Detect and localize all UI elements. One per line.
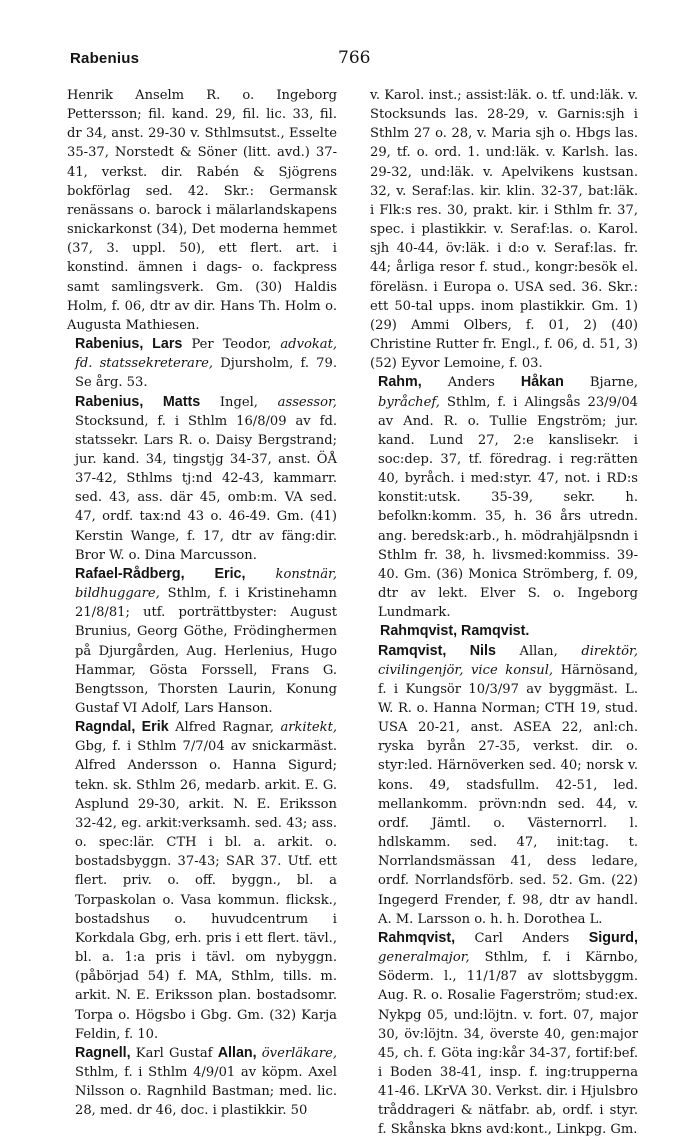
left-column: [67, 86, 337, 1120]
entry-text: Allan,: [495, 643, 582, 659]
entry-name: Rafael-Rådberg, Eric,: [75, 565, 246, 582]
entry-text: Anders: [421, 375, 521, 391]
biography-entry: [67, 718, 337, 1044]
biography-entry: [67, 335, 337, 392]
biography-entry: [67, 393, 337, 565]
entry-occupation: advokat, fd. statssekreterare,: [75, 337, 338, 372]
entry-name: Ramqvist, Nils: [378, 642, 496, 659]
biography-entry: [370, 642, 638, 929]
entry-text: Stocksund, f. i Sthlm 16/8/09 av fd. statssekr. Lars R. o. Daisy Bergstrand; jur. kand. 34, tingstjg 34-37, anst. ÖÅ 37-42, Sthlms tj:nd 42-43, kammarr. sed. 43, ass. där 45, omb:m. VA sed. 47, ordf. tax:nd 43 o. 46-49. Gm. (41) Kerstin Wange, f. 17, dtr av fäng:dir. Bror W. o. Dina Marcusson.: [75, 413, 337, 563]
entry-text: Per Teodor,: [182, 337, 281, 353]
entry-text: Sthlm, f. i Kristinehamn 21/8/81; utf. porträttbyster: August Brunius, Georg Göthe, Frödinghermen på Djurgården, Aug. Herlenius, Hugo Hammar, Gösta Forssell, Frans G. Bengtsson, Thorsten Laurin, Konung Gustaf VI Adolf, Lars Hanson.: [75, 586, 337, 716]
entry-name: Håkan: [520, 374, 564, 391]
entry-name: Ragndal, Erik: [75, 719, 169, 736]
biography-entry: [67, 86, 337, 335]
entry-occupation: konstnär, bildhuggare,: [75, 566, 337, 602]
biography-entry: [370, 373, 638, 622]
entry-occupation: direktör, civilingenjör, vice konsul,: [378, 643, 638, 678]
entry-text: Djursholm, f. 79. Se årg. 53.: [75, 356, 338, 391]
entry-name: Rahmqvist,: [378, 929, 456, 946]
entry-text: Gbg, f. i Sthlm 7/7/04 av snickarmäst. Alfred Andersson o. Hanna Sigurd; tekn. sk. Sthlm 26, medarb. arkit. E. G. Asplund 29-30, arkit. N. E. Eriksson 32-42, eg. arkit:verksamh. sed. 43; ass. o. spec:lär. CTH i bl. a. arkit. o. bostadsbyggn. 37-43; SAR 37. Utf. ett flert. priv. o. off. byggn., bl. a Torpaskolan o. Vasa kommun. flicksk., bostadshus o. huvudcentrum i Korkdala Gbg, erh. pris i ett flert. tävl., bl. a. 1:a pris i tävl. om nybyggn. (påbörjad 54) f. MA, Sthlm, tills. m. arkit. N. E. Eriksson plan. bostadsomr. Torpa o. Högsbo i Gbg. Gm. (32) Karja Feldin, f. 10.: [75, 739, 337, 1042]
biography-entry: [370, 86, 638, 373]
entry-text: Karl Gustaf: [130, 1045, 218, 1061]
section-heading: Rahmqvist, Ramqvist.: [380, 623, 530, 640]
entry-text: Sthlm, f. i Kärnbo, Söderm. l., 11/1/87 av slottsbyggm. Aug. R. o. Rosalie Fagerström; stud:ex. Nykpg 05, und:löjtn. v. fort. 07, major 30, öv:löjtn. 34, överste 40, gen:major 45, ch. f. Göta ing:kår 34-37, fortif:bef. i Boden 38-41, insp. f. ing:trupperna 41-46. LKrVA 30. Verkst. dir. i Hjulsbro tråddrageri & nätfabr. ab, ordf. i styr. f. Skånska bkns avd:kont., Linkpg. Gm.: [378, 950, 638, 1138]
right-column: [370, 86, 638, 1140]
entry-name: Allan,: [217, 1044, 257, 1061]
entry-name: Rahm,: [378, 374, 422, 391]
entry-text: Alfred Ragnar,: [168, 720, 281, 736]
entry-occupation: generalmajor,: [378, 950, 470, 966]
biography-entry: [370, 929, 638, 1140]
entry-text: Henrik Anselm R. o. Ingeborg Pettersson; fil. kand. 29, fil. lic. 33, fil. dr 34, anst. 29-30 v. Sthlmsutst., Esselte 35-37, Norstedt & Söner (litt. avd.) 37-41, verkst. dir. Rabén & Sjögrens bokförlag sed. 42. Skr.: Germansk renässans o. barock i mälarlandskapens snickarkonst (34), Det moderna hemmet (37, 3. uppl. 50), ett flert. art. i konstind. ämnen i dags- o. fackpress samt samlingsverk. Gm. (30) Haldis Holm, f. 06, dtr av dir. Hans Th. Holm o. Augusta Mathiesen.: [67, 88, 337, 333]
entry-occupation: assessor,: [277, 394, 337, 410]
entry-occupation: överläkare,: [261, 1045, 337, 1061]
entry-text: [246, 567, 276, 582]
entry-text: Ingel,: [200, 394, 278, 410]
running-head: Rabenius: [70, 50, 140, 67]
biography-entry: [67, 565, 337, 718]
entry-text: v. Karol. inst.; assist:läk. o. tf. und:läk. v. Stocksunds las. 28-29, v. Garnis:sjh i Sthlm 27 o. 28, v. Maria sjh o. Hbgs las. 29, tf. o. ord. 1. und:läk. v. Karlsh. las. 29-32, und:läk. v. Apelvikens kustsan. 32, v. Seraf:las. kir. klin. 32-37, bat:läk. i Flk:s res. 30, prakt. kir. i Sthlm fr. 37, spec. i plastikkir. v. Seraf:las. o. Karol. sjh 40-44, öv:läk. i d:o v. Seraf:las. fr. 44; årliga resor f. stud., kongr:besök el. föreläsn. i Europa o. USA sed. 36. Skr.: ett 50-tal upps. inom plastikkir. Gm. 1) (29) Ammi Olbers, f. 01, 2) (40) Christine Rutter fr. Engl., f. 06, d. 51, 3) (52) Eyvor Lemoine, f. 03.: [370, 88, 638, 372]
entry-text: Sthlm, f. i Alingsås 23/9/04 av And. R. o. Tullie Engström; jur. kand. Lund 27, 2:e kanslisekr. i soc:dep. 37, tf. föredrag. i reg:rätten 40, byråch. i med:styr. 47, not. i RD:s konstit:utsk. 35-39, sekr. h. befolkn:komm. 35, h. 36 års utredn. ang. beredsk:arb., h. mödrahjälpsndn i Sthlm fr. 38, h. livsmed:kommiss. 39-40. Gm. (36) Monica Strömberg, f. 09, dtr av lekt. Elver S. o. Ingeborg Lundmark.: [378, 394, 638, 621]
page-number: 766: [338, 48, 371, 68]
entry-text: Sthlm, f. i Sthlm 4/9/01 av köpm. Axel Nilsson o. Ragnhild Bastman; med. lic. 28, med. dr 46, doc. i plastikkir. 50: [75, 1064, 337, 1119]
entry-name: Ragnell,: [75, 1044, 131, 1061]
entry-occupation: arkitekt,: [280, 720, 337, 736]
entry-text: Carl Anders: [455, 930, 589, 946]
entry-name: Sigurd,: [588, 929, 638, 946]
entry-occupation: byråchef,: [378, 394, 440, 410]
entry-name: Rabenius, Lars: [75, 336, 183, 353]
entry-name: Rabenius, Matts: [75, 393, 201, 410]
entry-text: Bjarne,: [563, 375, 638, 391]
biography-entry: [67, 1044, 337, 1121]
entry-text: Härnösand, f. i Kungsör 10/3/97 av byggmäst. L. W. R. o. Hanna Norman; CTH 19, stud. USA 20-21, anst. ASEA 22, anl:ch. ryska byrån 27-35, verkst. dir. o. styr:led. Härnöverken sed. 40; norsk v. kons. 49, stadsfullm. 42-51, led. mellankomm. prövn:ndn sed. 44, v. ordf. Jämtl. o. Västernorrl. l. hdlskamm. sed. 47, init:tag. t. Norrlandsmässan 41, dess ledare, ordf. Norrlandsförb. sed. 52. Gm. (22) Ingegerd Frender, f. 98, dtr av handl. A. M. Larsson o. h. h. Dorothea L.: [378, 662, 639, 927]
